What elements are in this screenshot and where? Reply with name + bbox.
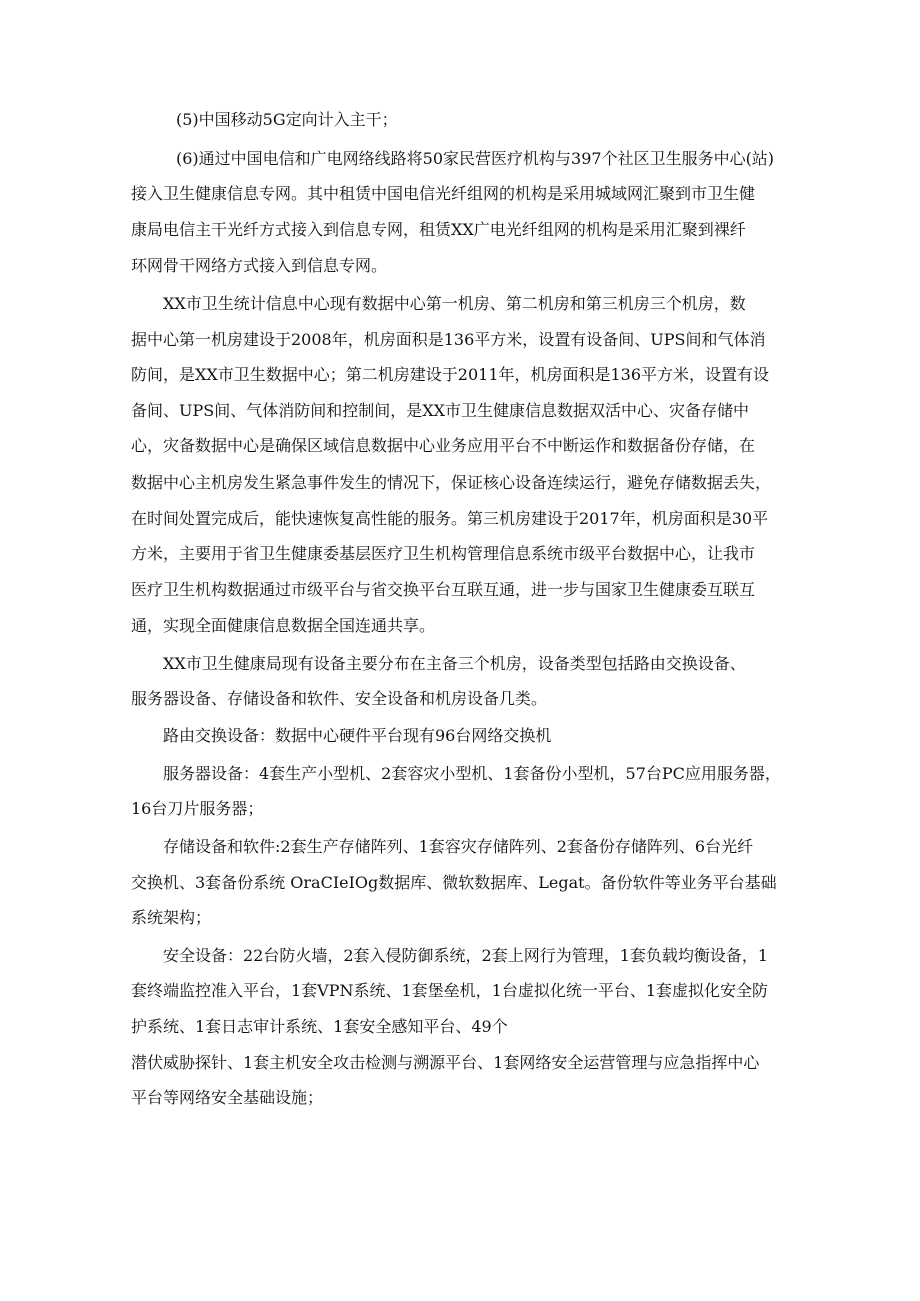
paragraph-datacenter-line-4: 备间、UPS间、气体消防间和控制间，是XX市卫生健康信息数据双活中心、灾备存储中 (131, 401, 749, 420)
paragraph-storage-line-1: 存储设备和软件:2套生产存储阵列、1套容灾存储阵列、2套备份存储阵列、6台光纤 (163, 837, 754, 856)
paragraph-routing-line: 路由交换设备：数据中心硬件平台现有96台网络交换机 (163, 726, 552, 745)
paragraph-servers-line-2: 16台刀片服务器； (131, 799, 264, 818)
paragraph-security-line-1: 安全设备：22台防火墙，2套入侵防御系统，2套上网行为管理，1套负载均衡设备，1 (163, 946, 769, 965)
paragraph-datacenter-line-9: 医疗卫生机构数据通过市级平台与省交换平台互联互通，进一步与国家卫生健康委互联互 (131, 580, 756, 599)
paragraph-storage-line-3: 系统架构； (131, 908, 212, 927)
paragraph-datacenter-line-10: 通，实现全面健康信息数据全国连通共享。 (131, 616, 436, 635)
paragraph-datacenter-line-5: 心，灾备数据中心是确保区域信息数据中心业务应用平台不中断运作和数据备份存储，在 (131, 436, 756, 455)
paragraph-equipment-line-1: XX市卫生健康局现有设备主要分布在主备三个机房，设备类型包括路由交换设备、 (163, 654, 746, 673)
paragraph-datacenter-line-1: XX市卫生统计信息中心现有数据中心第一机房、第二机房和第三机房三个机房，数 (163, 294, 746, 313)
paragraph-datacenter-line-6: 数据中心主机房发生紧急事件发生的情况下，保证核心设备连续运行，避免存储数据丢失， (131, 473, 772, 492)
paragraph-security-line-3: 护系统、1套日志审计系统、1套安全感知平台、49个 (131, 1017, 508, 1036)
paragraph-threat-line-2: 平台等网络安全基础设施； (131, 1088, 324, 1107)
paragraph-5g-line: (5)中国移动5G定向计入主干； (176, 110, 398, 129)
paragraph-network-line-2: 接入卫生健康信息专网。其中租赁中国电信光纤组网的机构是采用城域网汇聚到市卫生健 (131, 184, 756, 203)
paragraph-security-line-2: 套终端监控准入平台，1套VPN系统、1套堡垒机，1台虚拟化统一平台、1套虚拟化安全防 (131, 981, 769, 1000)
paragraph-datacenter-line-8: 方米，主要用于省卫生健康委基层医疗卫生机构管理信息系统市级平台数据中心，让我市 (131, 544, 756, 563)
paragraph-network-line-3: 康局电信主干光纤方式接入到信息专网，租赁XX广电光纤组网的机构是采用汇聚到裸纤 (131, 220, 746, 239)
paragraph-datacenter-line-7: 在时间处置完成后，能快速恢复高性能的服务。第三机房建设于2017年，机房面积是30平 (131, 509, 769, 528)
paragraph-threat-line-1: 潜伏威胁探针、1套主机安全攻击检测与溯源平台、1套网络安全运营管理与应急指挥中心 (131, 1053, 760, 1072)
paragraph-datacenter-line-3: 防间，是XX市卫生数据中心；第二机房建设于2011年，机房面积是136平方米，设置有设 (131, 365, 770, 384)
paragraph-storage-line-2: 交换机、3套备份系统 OraCIeIOg数据库、微软数据库、Legat。备份软件等业务平台基础 (131, 873, 777, 892)
paragraph-network-line-4: 环网骨干网络方式接入到信息专网。 (131, 256, 388, 275)
paragraph-equipment-line-2: 服务器设备、存储设备和软件、安全设备和机房设备几类。 (131, 689, 548, 708)
paragraph-datacenter-line-2: 据中心第一机房建设于2008年，机房面积是136平方米，设置有设备间、UPS间和气体消 (131, 330, 766, 349)
paragraph-network-line-1: (6)通过中国电信和广电网络线路将50家民营医疗机构与397个社区卫生服务中心(站) (176, 149, 775, 168)
paragraph-servers-line-1: 服务器设备：4套生产小型机、2套容灾小型机、1套备份小型机，57台PC应用服务器， (163, 764, 781, 783)
